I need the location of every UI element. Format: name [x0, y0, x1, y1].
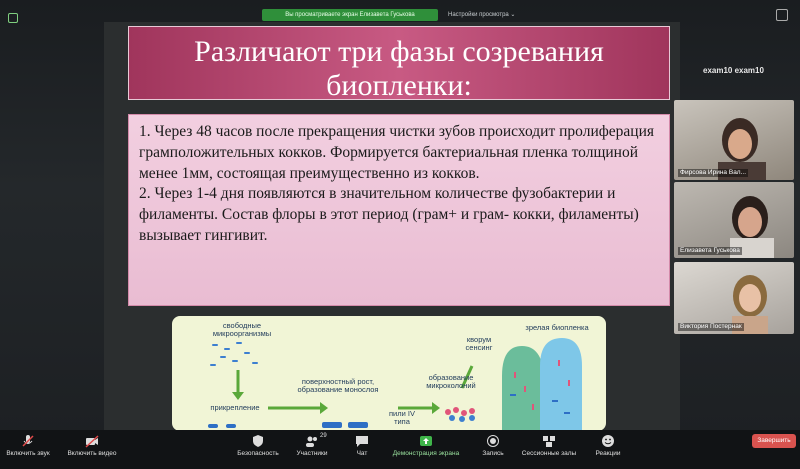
reactions-label: Реакции: [595, 450, 621, 457]
start-video-button[interactable]: [60, 430, 124, 469]
slide-text-box: [128, 114, 670, 306]
gallery-grid-icon[interactable]: [8, 13, 18, 23]
unmute-label: Включить звук: [6, 450, 50, 457]
slide-paragraph-1: 1. Через 48 часов после прекращения чистки зубов происходит пролиферация грамположительных кокков. Формируется бактериальная пленка толщиной менее 1мм, состоящая преимущественно из кокков.: [139, 123, 655, 182]
end-meeting-button[interactable]: Завершить: [752, 434, 796, 448]
slide-title-box: [128, 26, 670, 100]
record-label: Запись: [482, 450, 504, 457]
participant-header: exam10 exam10: [703, 66, 764, 75]
fullscreen-icon[interactable]: [776, 9, 788, 21]
start-video-label: Включить видео: [67, 450, 117, 457]
participant-tile-3[interactable]: [674, 262, 794, 334]
label-mature-biofilm: зрелая биопленка: [525, 323, 589, 332]
record-button[interactable]: [474, 430, 512, 469]
chat-button[interactable]: [344, 430, 380, 469]
unmute-button[interactable]: [0, 430, 56, 469]
participant-name-1: Фирсова Ирина Вал...: [680, 169, 747, 176]
meeting-toolbar: [0, 430, 800, 469]
biofilm-diagram: [172, 316, 606, 431]
slide-title: Различают три фазы созревания биопленки:: [194, 35, 604, 102]
participants-label: Участники: [296, 450, 328, 457]
record-icon: [486, 434, 500, 448]
participants-button[interactable]: [290, 430, 334, 469]
label-pili: пили IV типа: [389, 409, 415, 426]
security-button[interactable]: [230, 430, 286, 469]
shield-icon: [251, 434, 265, 448]
participant-name-3: Виктория Постернак: [680, 323, 742, 330]
label-surface-growth: поверхностный рост, образование монослоя: [297, 377, 379, 394]
participant-name-2: Елизавета Гуськова: [680, 247, 740, 254]
share-banner: Вы просматриваете экран Елизавета Гуськова: [262, 9, 438, 21]
participant-video-1: [674, 100, 794, 180]
security-label: Безопасность: [237, 450, 279, 457]
label-attachment: прикрепление: [210, 403, 260, 412]
view-settings-menu[interactable]: Настройки просмотра ⌄: [448, 12, 516, 18]
breakout-rooms-icon: [542, 434, 556, 448]
slide-paragraph-2: 2. Через 1-4 дня появляются в значительном количестве фузобактерии и филаменты. Состав флоры в этот период (грам+ и грам- кокки, филаменты) вызывает гингивит.: [139, 185, 639, 244]
participant-tile-2[interactable]: [674, 182, 794, 258]
share-screen-icon: [419, 434, 433, 448]
breakout-rooms-button[interactable]: [516, 430, 582, 469]
people-icon: [305, 434, 319, 448]
label-microcolonies: образование микроколоний: [426, 373, 476, 390]
label-quorum-sensing: кворум сенсинг: [465, 335, 493, 352]
share-screen-label: Демонстрация экрана: [392, 450, 460, 457]
breakout-rooms-label: Сессионные залы: [521, 450, 577, 457]
participants-count: 29: [320, 433, 327, 439]
video-off-icon: [85, 434, 99, 448]
participant-tile-1[interactable]: [674, 100, 794, 180]
chat-label: Чат: [356, 450, 368, 457]
smiley-icon: [601, 434, 615, 448]
share-screen-button[interactable]: [386, 430, 466, 469]
chat-icon: [355, 434, 369, 448]
microphone-muted-icon: [21, 434, 35, 448]
reactions-button[interactable]: [588, 430, 628, 469]
label-free-microorganisms: свободные микроорганизмы: [212, 321, 272, 338]
